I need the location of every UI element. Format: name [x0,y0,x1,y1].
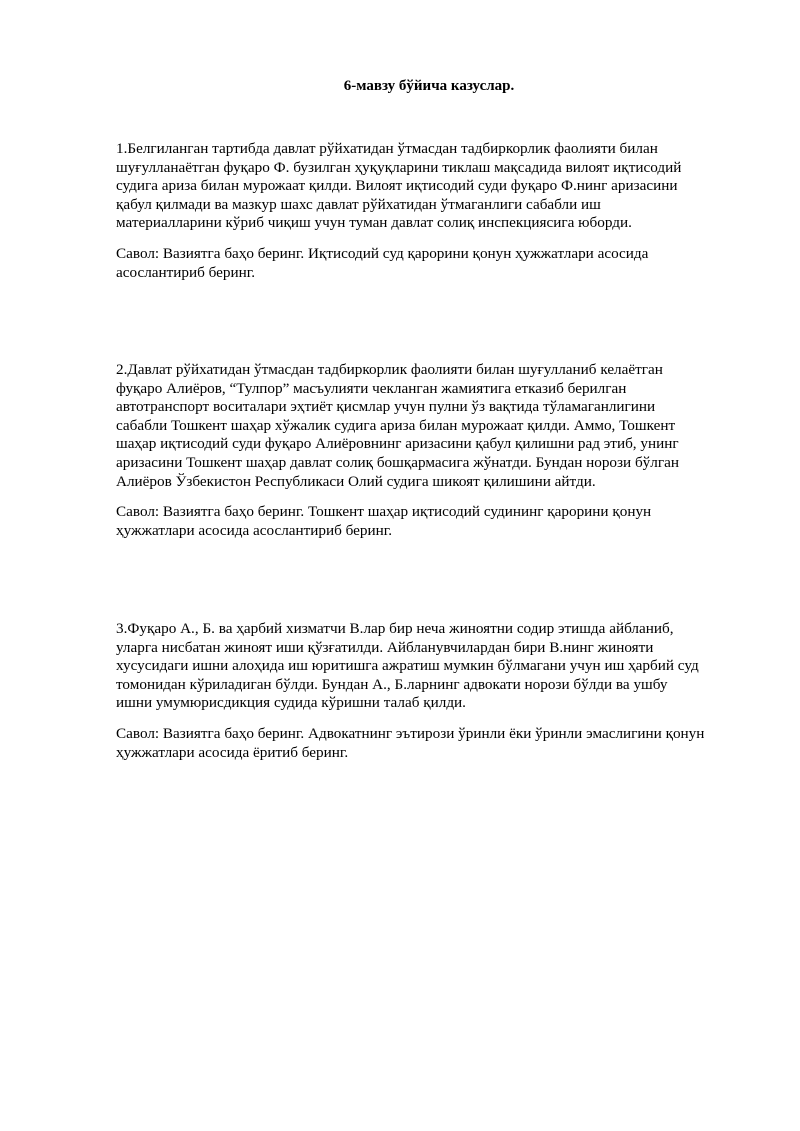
case-3-line-3: хусусидаги ишни алоҳида иш юритишга ажратиш мумкин бўлмагани учун иш ҳарбий суд [116,657,699,675]
case-1-description [116,140,752,233]
case-2 [116,361,752,540]
case-3-question-line-2: ҳужжатлари асосида ёритиб беринг. [116,743,349,761]
case-3-line-5: ишни умумюрисдикция судида кўришни талаб қилди. [116,694,466,712]
case-3-line-4: томонидан кўриладиган бўлди. Бундан А., Б.ларнинг адвокати норози бўлди ва ушбу [116,675,668,693]
case-2-line-6: аризасини Тошкент шаҳар давлат солиқ бошқармасига жўнатди. Бундан норози бўлган [116,453,679,471]
case-1-question-line-1: Савол: Вазиятга баҳо беринг. Иқтисодий суд қарорини қонун ҳужжатлари асосида [116,244,649,262]
case-1-question-line-2: асослантириб беринг. [116,263,256,281]
case-3-line-1: 3.Фуқаро А., Б. ва ҳарбий хизматчи В.лар бир неча жиноятни содир этишда айбланиб, [116,620,674,637]
case-2-description [116,361,752,491]
case-2-line-5: шаҳар иқтисодий суди фуқаро Алиёровнинг аризасини қабул қилишни рад этиб, унинг [116,435,679,453]
case-2-question-line-2: ҳужжатлари асосида асослантириб беринг. [116,521,393,539]
case-1-line-4: қабул қилмади ва мазкур шахс давлат рўйхатидан ўтмаганлиги сабабли иш [116,195,601,213]
case-2-question [116,503,752,540]
case-1-line-5: материалларини кўриб чиқиш учун туман давлат солиқ инспекциясига юборди. [116,214,632,232]
case-1-question [116,245,752,282]
case-1-line-2: шуғулланаётган фуқаро Ф. бузилган ҳуқуқларини тиклаш мақсадида вилоят иқтисодий [116,158,682,176]
case-3-question [116,725,752,762]
case-3-description [116,620,752,713]
case-2-line-2: фуқаро Алиёров, “Тулпор” масъулияти чекланган жамиятига етказиб берилган [116,379,627,397]
case-2-line-3: автотранспорт воситалари эҳтиёт қисмлар учун пулни ўз вақтида тўламаганлигини [116,398,656,416]
case-2-line-4: сабабли Тошкент шаҳар хўжалик судига ариза билан мурожаат қилди. Аммо, Тошкент [116,416,676,434]
case-1-line-3: судига ариза билан мурожаат қилди. Вилоят иқтисодий суди фуқаро Ф.нинг аризасини [116,177,678,195]
case-3-line-2: уларга нисбатан жиноят иши қўзғатилди. Айбланувчилардан бири В.нинг жинояти [116,638,654,656]
case-2-question-line-1: Савол: Вазиятга баҳо беринг. Тошкент шаҳар иқтисодий судининг қарорини қонун [116,503,652,521]
case-1 [116,140,752,282]
case-3-question-line-1: Савол: Вазиятга баҳо беринг. Адвокатнинг эътирози ўринли ёки ўринли эмаслигини қонун [116,724,705,742]
document-title: 6-мавзу бўйича казуслар. [343,78,515,94]
case-3 [116,620,752,762]
case-2-line-1: 2.Давлат рўйхатидан ўтмасдан тадбиркорлик фаолияти билан шуғулланиб келаётган [116,361,663,378]
case-1-line-1: 1.Белгиланган тартибда давлат рўйхатидан ўтмасдан тадбиркорлик фаолияти билан [116,140,658,157]
case-2-line-7: Алиёров Ўзбекистон Республикаси Олий судига шикоят қилишини айтди. [116,472,596,490]
